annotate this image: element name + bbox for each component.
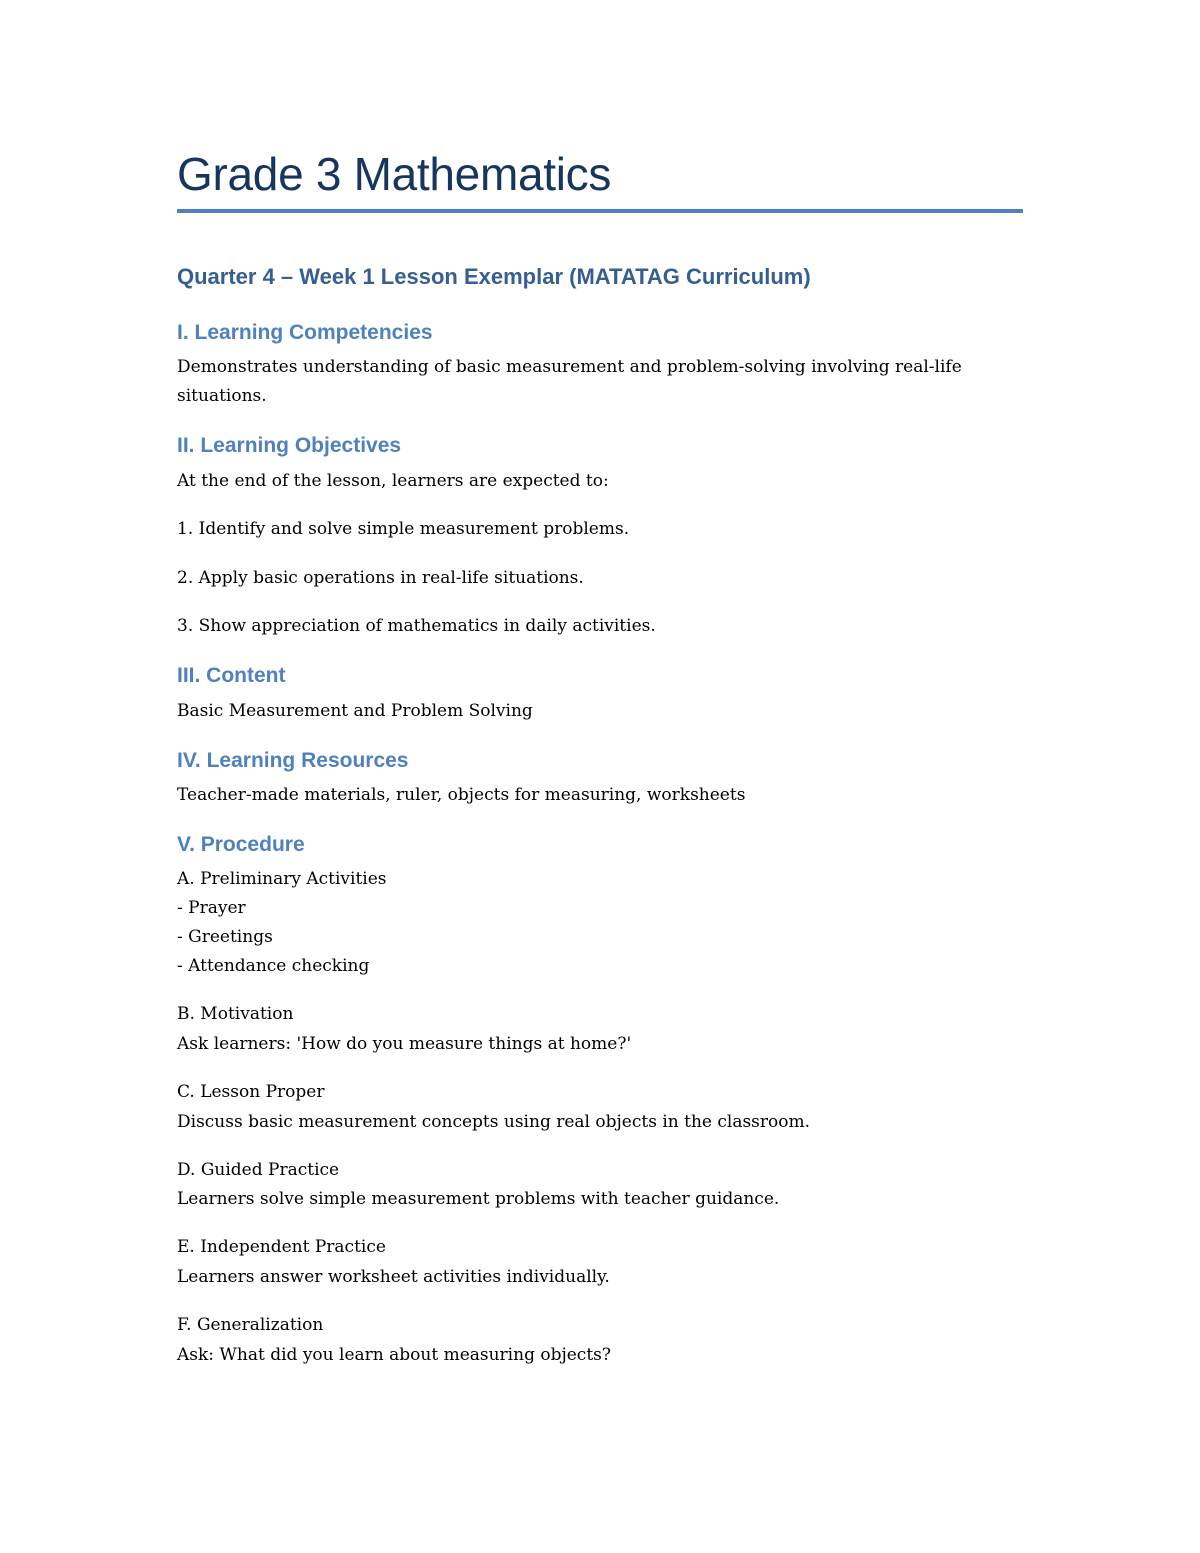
preliminary-item: - Attendance checking bbox=[177, 956, 370, 976]
lesson-proper-label: C. Lesson Proper bbox=[177, 1082, 325, 1102]
content-text: Basic Measurement and Problem Solving bbox=[177, 701, 533, 721]
lesson-proper-text: Discuss basic measurement concepts using real objects in the classroom. bbox=[177, 1112, 811, 1132]
title-underline bbox=[177, 209, 1023, 213]
competencies-text-line2: situations. bbox=[177, 386, 267, 406]
preliminary-item: - Prayer bbox=[177, 898, 246, 918]
guided-practice-text: Learners solve simple measurement problems with teacher guidance. bbox=[177, 1189, 780, 1209]
preliminary-item: - Greetings bbox=[177, 927, 273, 947]
competencies-text-line1: Demonstrates understanding of basic measurement and problem-solving involving real-life bbox=[177, 357, 962, 377]
motivation-label: B. Motivation bbox=[177, 1004, 294, 1024]
generalization-text: Ask: What did you learn about measuring objects? bbox=[177, 1345, 611, 1365]
generalization-label: F. Generalization bbox=[177, 1315, 324, 1335]
objective-item: 2. Apply basic operations in real-life situations. bbox=[177, 568, 584, 588]
objectives-heading: II. Learning Objectives bbox=[177, 434, 402, 457]
competencies-heading: I. Learning Competencies bbox=[177, 321, 433, 344]
objective-item: 1. Identify and solve simple measurement problems. bbox=[177, 519, 630, 539]
preliminary-label: A. Preliminary Activities bbox=[177, 869, 387, 889]
procedure-heading: V. Procedure bbox=[177, 833, 305, 856]
guided-practice-label: D. Guided Practice bbox=[177, 1160, 340, 1180]
independent-practice-text: Learners answer worksheet activities individually. bbox=[177, 1267, 610, 1287]
content-heading: III. Content bbox=[177, 664, 286, 687]
objectives-intro: At the end of the lesson, learners are expected to: bbox=[177, 471, 609, 491]
objective-item: 3. Show appreciation of mathematics in daily activities. bbox=[177, 616, 656, 636]
document-title: Grade 3 Mathematics bbox=[177, 148, 612, 200]
motivation-text: Ask learners: 'How do you measure things at home?' bbox=[177, 1034, 632, 1054]
resources-text: Teacher-made materials, ruler, objects for measuring, worksheets bbox=[177, 785, 746, 805]
independent-practice-label: E. Independent Practice bbox=[177, 1237, 386, 1257]
document-subtitle: Quarter 4 – Week 1 Lesson Exemplar (MATATAG Curriculum) bbox=[177, 264, 811, 289]
resources-heading: IV. Learning Resources bbox=[177, 749, 409, 772]
